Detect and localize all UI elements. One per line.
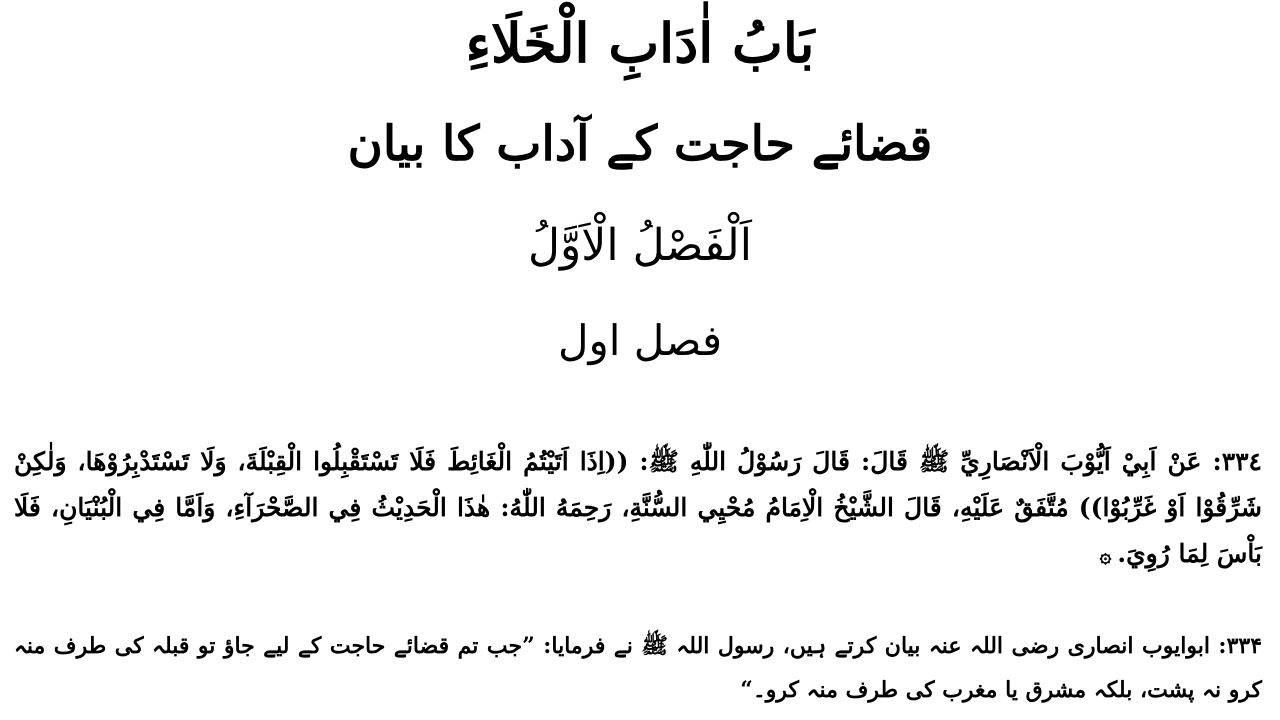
chapter-title-arabic: بَابُ اٰدَابِ الْخَلَاءِ bbox=[465, 11, 815, 75]
chapter-title-urdu: قضائے حاجت کے آداب کا بیان bbox=[347, 116, 933, 172]
hadith-text-urdu: ابوایوب انصاری رضی اللہ عنہ بیان کرتے ہیں، رسول اللہ ﷺ نے فرمایا: ”جب تم قضائے حاجت کے لیے جاؤ تو قبلہ کی طرف منہ کرو نہ پشت، بلکہ مشرق یا مغرب کی طرف منہ کرو۔“ bbox=[14, 633, 1262, 703]
end-mark-icon: ۞ bbox=[1099, 543, 1112, 567]
section-title-urdu: فصل اول bbox=[557, 316, 723, 365]
section-title-arabic: اَلْفَصْلُ الْاَوَّلُ bbox=[528, 220, 752, 271]
hadith-number-arabic: ٣٣٤ bbox=[1221, 447, 1262, 476]
hadith-urdu-paragraph: ۳۳۴: ابوایوب انصاری رضی اللہ عنہ بیان کرتے ہیں، رسول اللہ ﷺ نے فرمایا: ”جب تم قضائے حاجت کے لیے جاؤ تو قبلہ کی طرف منہ کرو نہ پشت، بلکہ مشرق یا مغرب کی طرف منہ کرو۔“ bbox=[14, 633, 1263, 703]
hadith-text-arabic: عَنْ اَبِيْ اَيُّوْبَ الْاَنْصَارِيِّ ﷺ قَالَ: قَالَ رَسُوْلُ اللّٰهِ ﷺ: ((اِذَا اَتَيْتُمُ الْغَائِطَ فَلَا تَسْتَقْبِلُوا الْقِبْلَةَ، وَلَا تَسْتَدْبِرُوْهَا، وَلٰكِنْ شَرِّقُوْا اَوْ غَرِّبُوْا)) مُتَّفَقٌ عَلَيْهِ، قَالَ الشَّيْخُ الْاِمَامُ مُحْيِي السُّنَّةِ، رَحِمَهُ اللّٰهُ: هٰذَا الْحَدِيْثُ فِي الصَّحْرَآءِ، وَاَمَّا فِي الْبُنْيَانِ، فَلَا بَاْسَ لِمَا رُوِيَ. bbox=[14, 447, 1262, 568]
hadith-arabic-paragraph: ٣٣٤: عَنْ اَبِيْ اَيُّوْبَ الْاَنْصَارِيِّ ﷺ قَالَ: قَالَ رَسُوْلُ اللّٰهِ ﷺ: ((اِذَا اَتَيْتُمُ الْغَائِطَ فَلَا تَسْتَقْبِلُوا الْقِبْلَةَ، وَلَا تَسْتَدْبِرُوْهَا، وَلٰكِنْ شَرِّقُوْا اَوْ غَرِّبُوْا)) مُتَّفَقٌ عَلَيْهِ، قَالَ الشَّيْخُ الْاِمَامُ مُحْيِي السُّنَّةِ، رَحِمَهُ اللّٰهُ: هٰذَا الْحَدِيْثُ فِي الصَّحْرَآءِ، وَاَمَّا فِي الْبُنْيَانِ، فَلَا بَاْسَ لِمَا رُوِيَ.۞ bbox=[14, 439, 1262, 578]
hadith-number-urdu: ۳۳۴ bbox=[1226, 633, 1263, 659]
